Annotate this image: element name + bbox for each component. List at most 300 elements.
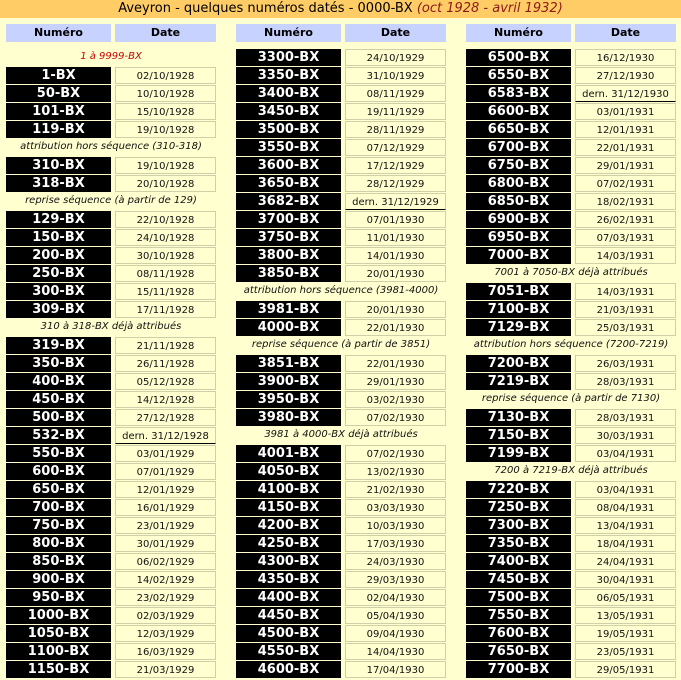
- plate-date: 07/02/1930: [345, 445, 446, 462]
- plate-date: 24/04/1931: [575, 553, 676, 570]
- title-main: Aveyron - quelques numéros datés - 0000-BX: [118, 1, 413, 16]
- table-row: [466, 642, 676, 660]
- plate-number: 119-BX: [6, 121, 111, 138]
- plate-date: 28/03/1931: [575, 409, 676, 426]
- plate-number: 7650-BX: [466, 643, 571, 660]
- table-row: [466, 588, 676, 606]
- plate-number: 1150-BX: [6, 661, 111, 678]
- plate-number: 7700-BX: [466, 661, 571, 678]
- plate-number: 700-BX: [6, 499, 111, 516]
- plate-date: 23/01/1929: [115, 517, 216, 534]
- table-row: [466, 372, 676, 390]
- plate-number: 7550-BX: [466, 607, 571, 624]
- plate-number: 6700-BX: [466, 139, 571, 156]
- sequence-note: 7200 à 7219-BX déjà attribués: [494, 465, 648, 476]
- table-row: [236, 498, 446, 516]
- sequence-note: attribution hors séquence (310-318): [20, 141, 202, 152]
- table-row: [6, 642, 216, 660]
- plate-date: 07/03/1931: [575, 229, 676, 246]
- column-header: [236, 24, 446, 42]
- header-numero: Numéro: [236, 24, 341, 42]
- table-row: [466, 84, 676, 102]
- table-row: [6, 426, 216, 444]
- plate-date: 17/12/1929: [345, 157, 446, 174]
- table-row: [466, 570, 676, 588]
- plate-number: 4200-BX: [236, 517, 341, 534]
- plate-date: 14/01/1930: [345, 247, 446, 264]
- plate-date: dern. 31/12/1928: [115, 427, 216, 444]
- sequence-note: reprise séquence (à partir de 129): [25, 195, 197, 206]
- plate-number: 250-BX: [6, 265, 111, 282]
- plate-date: 19/11/1929: [345, 103, 446, 120]
- plate-date: 07/02/1930: [345, 409, 446, 426]
- plate-number: 4000-BX: [236, 319, 341, 336]
- table-row: [6, 498, 216, 516]
- column-2: [236, 24, 446, 678]
- table-row: [6, 174, 216, 192]
- plate-number: 6800-BX: [466, 175, 571, 192]
- plate-date: 26/02/1931: [575, 211, 676, 228]
- plate-date: 27/12/1930: [575, 67, 676, 84]
- plate-number: 3850-BX: [236, 265, 341, 282]
- table-row: [236, 84, 446, 102]
- table-row: [466, 480, 676, 498]
- plate-date: 03/02/1930: [345, 391, 446, 408]
- plate-number: 6850-BX: [466, 193, 571, 210]
- plate-number: 4500-BX: [236, 625, 341, 642]
- plate-number: 7350-BX: [466, 535, 571, 552]
- plate-number: 6650-BX: [466, 121, 571, 138]
- table-row: [236, 156, 446, 174]
- plate-number: 319-BX: [6, 337, 111, 354]
- plate-date: 14/03/1931: [575, 247, 676, 264]
- plate-number: 3650-BX: [236, 175, 341, 192]
- plate-date: 03/01/1929: [115, 445, 216, 462]
- plate-number: 3350-BX: [236, 67, 341, 84]
- header-date: Date: [345, 24, 446, 42]
- plate-date: 06/05/1931: [575, 589, 676, 606]
- plate-list: [6, 48, 216, 678]
- plate-date: 24/03/1930: [345, 553, 446, 570]
- column-header: [466, 24, 676, 42]
- table-row: [236, 372, 446, 390]
- plate-number: 3450-BX: [236, 103, 341, 120]
- table-row: [236, 192, 446, 210]
- plate-date: 22/01/1930: [345, 319, 446, 336]
- table-row: [236, 552, 446, 570]
- plate-number: 4050-BX: [236, 463, 341, 480]
- plate-date: 20/10/1928: [115, 175, 216, 192]
- plate-date: 19/05/1931: [575, 625, 676, 642]
- plate-number: 3400-BX: [236, 85, 341, 102]
- plate-list: [466, 48, 676, 678]
- plate-number: 3300-BX: [236, 49, 341, 66]
- plate-number: 7130-BX: [466, 409, 571, 426]
- plate-date: 09/04/1930: [345, 625, 446, 642]
- plate-number: 7150-BX: [466, 427, 571, 444]
- table-row: [236, 624, 446, 642]
- plate-number: 4600-BX: [236, 661, 341, 678]
- table-row: [6, 408, 216, 426]
- plate-date: 17/11/1928: [115, 301, 216, 318]
- table-row: [236, 606, 446, 624]
- plate-date: 02/10/1928: [115, 67, 216, 84]
- header-date: Date: [575, 24, 676, 42]
- plate-number: 950-BX: [6, 589, 111, 606]
- plate-date: 19/10/1928: [115, 157, 216, 174]
- plate-number: 800-BX: [6, 535, 111, 552]
- table-row: [466, 408, 676, 426]
- table-row: [466, 516, 676, 534]
- plate-number: 4450-BX: [236, 607, 341, 624]
- table-row: [236, 48, 446, 66]
- plate-number: 750-BX: [6, 517, 111, 534]
- plate-date: 18/04/1931: [575, 535, 676, 552]
- plate-date: 27/12/1928: [115, 409, 216, 426]
- column-header: [6, 24, 216, 42]
- header-date: Date: [115, 24, 216, 42]
- plate-date: 15/10/1928: [115, 103, 216, 120]
- plate-number: 6950-BX: [466, 229, 571, 246]
- plate-date: 10/10/1928: [115, 85, 216, 102]
- plate-number: 4550-BX: [236, 643, 341, 660]
- plate-date: 14/02/1929: [115, 571, 216, 588]
- table-row: [466, 138, 676, 156]
- table-row: [236, 354, 446, 372]
- table-row: [236, 318, 446, 336]
- table-row: [6, 516, 216, 534]
- plate-number: 7400-BX: [466, 553, 571, 570]
- table-row: [466, 552, 676, 570]
- plate-date: 03/04/1931: [575, 445, 676, 462]
- plate-date: 21/03/1929: [115, 661, 216, 678]
- plate-number: 400-BX: [6, 373, 111, 390]
- plate-number: 3980-BX: [236, 409, 341, 426]
- plate-number: 318-BX: [6, 175, 111, 192]
- plate-number: 3550-BX: [236, 139, 341, 156]
- sequence-note: 3981 à 4000-BX déjà attribués: [264, 429, 418, 440]
- table-row: [236, 264, 446, 282]
- plate-date: 07/01/1929: [115, 463, 216, 480]
- table-row: [6, 372, 216, 390]
- plate-number: 900-BX: [6, 571, 111, 588]
- plate-number: 6550-BX: [466, 67, 571, 84]
- table-row: [466, 534, 676, 552]
- table-row: [6, 354, 216, 372]
- plate-number: 3750-BX: [236, 229, 341, 246]
- plate-number: 532-BX: [6, 427, 111, 444]
- plate-number: 350-BX: [6, 355, 111, 372]
- table-row: [6, 102, 216, 120]
- plate-date: 28/03/1931: [575, 373, 676, 390]
- plate-date: dern. 31/12/1929: [345, 193, 446, 210]
- table-row: [466, 210, 676, 228]
- plate-number: 3500-BX: [236, 121, 341, 138]
- plate-date: 05/12/1928: [115, 373, 216, 390]
- table-row: [6, 570, 216, 588]
- plate-date: 07/01/1930: [345, 211, 446, 228]
- table-row: [466, 624, 676, 642]
- plate-number: 7450-BX: [466, 571, 571, 588]
- sequence-note: attribution hors séquence (7200-7219): [473, 339, 669, 350]
- plate-date: 30/10/1928: [115, 247, 216, 264]
- plate-date: 03/04/1931: [575, 481, 676, 498]
- plate-date: 07/12/1929: [345, 139, 446, 156]
- plate-number: 3981-BX: [236, 301, 341, 318]
- plate-number: 6583-BX: [466, 85, 571, 102]
- table-row: [236, 642, 446, 660]
- plate-number: 1050-BX: [6, 625, 111, 642]
- plate-number: 500-BX: [6, 409, 111, 426]
- table-row: [236, 408, 446, 426]
- plate-date: 13/04/1931: [575, 517, 676, 534]
- plate-date: 13/05/1931: [575, 607, 676, 624]
- plate-date: 12/03/1929: [115, 625, 216, 642]
- table-row: [6, 246, 216, 264]
- table-row: [6, 444, 216, 462]
- plate-date: 17/03/1930: [345, 535, 446, 552]
- plate-number: 4400-BX: [236, 589, 341, 606]
- table-row: [6, 606, 216, 624]
- plate-date: 13/02/1930: [345, 463, 446, 480]
- plate-number: 7220-BX: [466, 481, 571, 498]
- plate-date: 08/11/1929: [345, 85, 446, 102]
- table-row: [236, 444, 446, 462]
- plate-number: 450-BX: [6, 391, 111, 408]
- sequence-note: 310 à 318-BX déjà attribués: [40, 321, 182, 332]
- plate-number: 4300-BX: [236, 553, 341, 570]
- table-row: [6, 156, 216, 174]
- table-row: [6, 300, 216, 318]
- plate-number: 4100-BX: [236, 481, 341, 498]
- table-row: [466, 246, 676, 264]
- table-row: [236, 660, 446, 678]
- table-row: [236, 138, 446, 156]
- table-row: [466, 66, 676, 84]
- plate-date: 07/02/1931: [575, 175, 676, 192]
- plate-date: 14/12/1928: [115, 391, 216, 408]
- plate-number: 7100-BX: [466, 301, 571, 318]
- page-title: [0, 0, 681, 18]
- plate-date: 24/10/1929: [345, 49, 446, 66]
- plate-number: 6900-BX: [466, 211, 571, 228]
- column-1: [6, 24, 216, 678]
- plate-date: 25/03/1931: [575, 319, 676, 336]
- plate-date: 15/11/1928: [115, 283, 216, 300]
- plate-number: 7199-BX: [466, 445, 571, 462]
- plate-date: 30/01/1929: [115, 535, 216, 552]
- plate-number: 850-BX: [6, 553, 111, 570]
- table-row: [466, 426, 676, 444]
- table-row: [6, 588, 216, 606]
- table-row: [466, 48, 676, 66]
- plate-date: 14/04/1930: [345, 643, 446, 660]
- plate-number: 4350-BX: [236, 571, 341, 588]
- plate-number: 7300-BX: [466, 517, 571, 534]
- plate-number: 50-BX: [6, 85, 111, 102]
- plate-date: dern. 31/12/1930: [575, 85, 676, 102]
- table-row: [6, 480, 216, 498]
- plate-date: 08/11/1928: [115, 265, 216, 282]
- table-row: [236, 228, 446, 246]
- plate-date: 21/03/1931: [575, 301, 676, 318]
- plate-date: 10/03/1930: [345, 517, 446, 534]
- plate-number: 7200-BX: [466, 355, 571, 372]
- table-row: [236, 246, 446, 264]
- plate-date: 19/10/1928: [115, 121, 216, 138]
- table-row: [236, 210, 446, 228]
- plate-date: 16/12/1930: [575, 49, 676, 66]
- plate-date: 22/01/1931: [575, 139, 676, 156]
- table-row: [236, 570, 446, 588]
- plate-number: 7250-BX: [466, 499, 571, 516]
- table-row: [466, 120, 676, 138]
- plate-date: 03/01/1931: [575, 103, 676, 120]
- plate-date: 11/01/1930: [345, 229, 446, 246]
- plate-date: 31/10/1929: [345, 67, 446, 84]
- plate-date: 02/04/1930: [345, 589, 446, 606]
- plate-date: 12/01/1929: [115, 481, 216, 498]
- sequence-note: 1 à 9999-BX: [80, 51, 142, 62]
- plate-date: 08/04/1931: [575, 499, 676, 516]
- plate-number: 3851-BX: [236, 355, 341, 372]
- plate-number: 6750-BX: [466, 157, 571, 174]
- table-row: [6, 264, 216, 282]
- plate-date: 16/03/1929: [115, 643, 216, 660]
- plate-date: 23/02/1929: [115, 589, 216, 606]
- table-row: [466, 660, 676, 678]
- plate-date: 12/01/1931: [575, 121, 676, 138]
- table-row: [466, 228, 676, 246]
- plate-number: 6500-BX: [466, 49, 571, 66]
- plate-number: 310-BX: [6, 157, 111, 174]
- plate-date: 21/02/1930: [345, 481, 446, 498]
- plate-number: 650-BX: [6, 481, 111, 498]
- plate-number: 129-BX: [6, 211, 111, 228]
- header-numero: Numéro: [466, 24, 571, 42]
- table-row: [236, 588, 446, 606]
- table-row: [466, 174, 676, 192]
- table-row: [466, 156, 676, 174]
- plate-number: 3600-BX: [236, 157, 341, 174]
- table-row: [6, 462, 216, 480]
- sequence-note: attribution hors séquence (3981-4000): [243, 285, 439, 296]
- plate-number: 6600-BX: [466, 103, 571, 120]
- table-row: [236, 66, 446, 84]
- table-row: [236, 516, 446, 534]
- table-row: [236, 102, 446, 120]
- table-row: [236, 390, 446, 408]
- table-row: [6, 660, 216, 678]
- plate-number: 150-BX: [6, 229, 111, 246]
- plate-number: 7500-BX: [466, 589, 571, 606]
- title-subtitle: (oct 1928 - avril 1932): [416, 1, 563, 16]
- table-row: [236, 480, 446, 498]
- table-row: [6, 336, 216, 354]
- plate-number: 200-BX: [6, 247, 111, 264]
- table-row: [236, 462, 446, 480]
- header-numero: Numéro: [6, 24, 111, 42]
- table-row: [6, 624, 216, 642]
- plate-number: 3700-BX: [236, 211, 341, 228]
- plate-date: 28/11/1929: [345, 121, 446, 138]
- plate-date: 05/04/1930: [345, 607, 446, 624]
- table-row: [466, 444, 676, 462]
- column-3: [466, 24, 676, 678]
- plate-number: 309-BX: [6, 301, 111, 318]
- table-row: [236, 120, 446, 138]
- plate-number: 4150-BX: [236, 499, 341, 516]
- table-row: [466, 282, 676, 300]
- plate-number: 3800-BX: [236, 247, 341, 264]
- plate-date: 21/11/1928: [115, 337, 216, 354]
- plate-number: 101-BX: [6, 103, 111, 120]
- plate-date: 29/01/1930: [345, 373, 446, 390]
- plate-number: 7051-BX: [466, 283, 571, 300]
- plate-number: 3682-BX: [236, 193, 341, 210]
- table-row: [466, 318, 676, 336]
- sequence-note: 7001 à 7050-BX déjà attribués: [494, 267, 648, 278]
- sequence-note: reprise séquence (à partir de 7130): [481, 393, 661, 404]
- plate-date: 03/03/1930: [345, 499, 446, 516]
- plate-number: 7000-BX: [466, 247, 571, 264]
- plate-date: 26/03/1931: [575, 355, 676, 372]
- table-row: [466, 300, 676, 318]
- plate-date: 22/10/1928: [115, 211, 216, 228]
- plate-date: 29/05/1931: [575, 661, 676, 678]
- plate-date: 24/10/1928: [115, 229, 216, 246]
- plate-date: 18/02/1931: [575, 193, 676, 210]
- plate-number: 1000-BX: [6, 607, 111, 624]
- plate-list: [236, 48, 446, 678]
- plate-number: 600-BX: [6, 463, 111, 480]
- table-row: [6, 282, 216, 300]
- table-row: [466, 606, 676, 624]
- plate-date: 23/05/1931: [575, 643, 676, 660]
- table-row: [6, 552, 216, 570]
- plate-number: 300-BX: [6, 283, 111, 300]
- plate-date: 30/04/1931: [575, 571, 676, 588]
- plate-number: 7129-BX: [466, 319, 571, 336]
- plate-number: 550-BX: [6, 445, 111, 462]
- sequence-note: reprise séquence (à partir de 3851): [251, 339, 431, 350]
- plate-date: 17/04/1930: [345, 661, 446, 678]
- plate-date: 20/01/1930: [345, 301, 446, 318]
- table-row: [6, 120, 216, 138]
- plate-date: 29/01/1931: [575, 157, 676, 174]
- plate-number: 3950-BX: [236, 391, 341, 408]
- plate-number: 7600-BX: [466, 625, 571, 642]
- table-row: [236, 300, 446, 318]
- plate-date: 29/03/1930: [345, 571, 446, 588]
- plate-date: 30/03/1931: [575, 427, 676, 444]
- plate-date: 14/03/1931: [575, 283, 676, 300]
- plate-date: 16/01/1929: [115, 499, 216, 516]
- table-row: [236, 534, 446, 552]
- plate-date: 22/01/1930: [345, 355, 446, 372]
- plate-number: 4001-BX: [236, 445, 341, 462]
- plate-date: 06/02/1929: [115, 553, 216, 570]
- plate-date: 02/03/1929: [115, 607, 216, 624]
- plate-number: 1100-BX: [6, 643, 111, 660]
- table-row: [6, 390, 216, 408]
- plate-date: 28/12/1929: [345, 175, 446, 192]
- table-row: [466, 498, 676, 516]
- table-row: [6, 66, 216, 84]
- plate-number: 4250-BX: [236, 535, 341, 552]
- table-row: [6, 534, 216, 552]
- table-row: [466, 102, 676, 120]
